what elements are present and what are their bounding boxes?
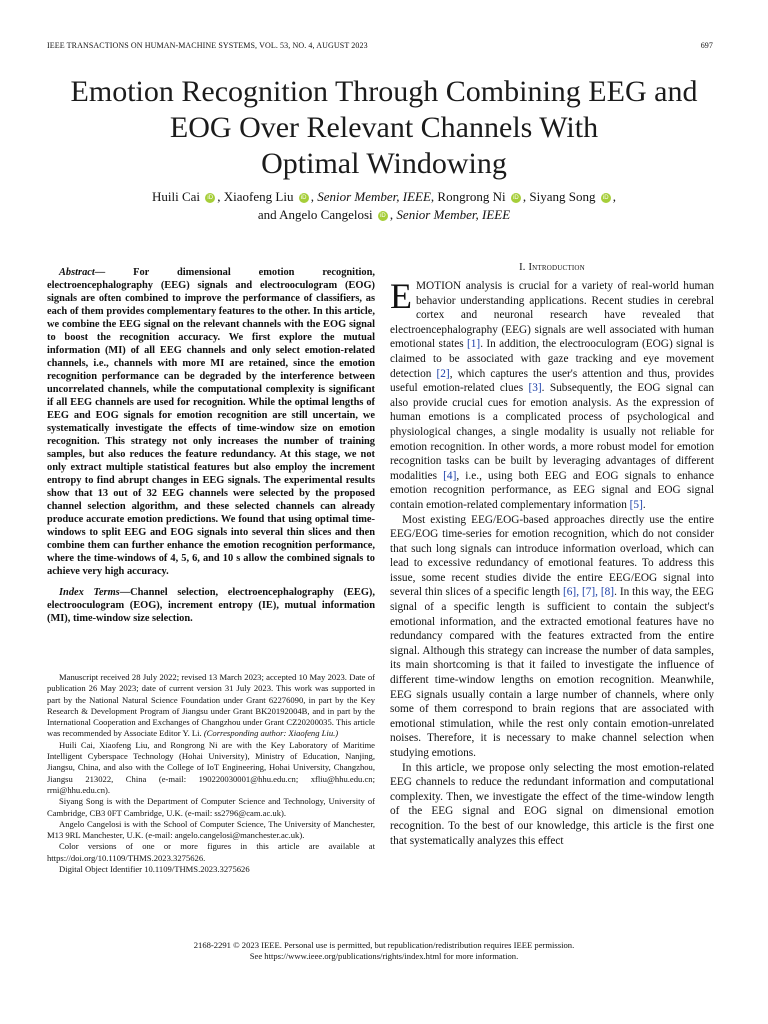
author-name: Xiaofeng Liu <box>223 189 294 204</box>
index-terms-label: Index Terms <box>59 587 120 598</box>
author-name: Siyang Song <box>529 189 596 204</box>
index-terms: Index Terms—Channel selection, electroencephalography (EEG), electrooculogram (EOG), increment entropy (IE), mutual information (MI), time-window size selection. <box>47 587 375 624</box>
page-number: 697 <box>700 41 713 50</box>
author-line-1: Huili Cai iD , Xiaofeng Liu iD , Senior Member, IEEE, Rongrong Ni iD , Siyang Song iD , <box>151 189 616 204</box>
body-text: . Subsequently, the EOG signal can also provide crucial cues for emotion analysis. As the expression of human emotions is a complicated process of psychological and physiological changes, a single modality is usually not reliable for emotion recognition. In other words, a more robust model for emotion recognition tasks can be built by leveraging advantages of different modalities <box>390 382 715 482</box>
first-page-footnotes <box>47 672 375 875</box>
body-text: . In addition, the electrooculogram (EOG) signal is claimed to be associated with gaze tracking and eye movement detection <box>390 338 714 380</box>
section-title: Introduction <box>528 262 585 273</box>
orcid-icon[interactable]: iD <box>511 193 521 203</box>
intro-paragraph-2 <box>390 513 714 761</box>
copyright-footer <box>0 940 768 962</box>
footnote-manuscript <box>47 672 375 740</box>
rights-link-line: See https://www.ieee.org/publications/rights/index.html for more information. <box>249 951 519 961</box>
abstract-label: Abstract <box>59 267 95 278</box>
author-role: Senior Member, IEEE <box>396 207 511 222</box>
body-text: Most existing EEG/EOG-based approaches directly use the entire EEG/EOG time-series for emotion recognition, which do not consider that such long signals can introduce information overload, which can lead to excessive redundancy of emotional features. To address this issue, some recent studies divide the entire EEG/EOG signal into several thin slices of a specific length <box>390 513 714 599</box>
paper-title <box>40 74 728 182</box>
title-line-1: Emotion Recognition Through Combining EEG and <box>70 75 698 108</box>
corresponding-author: (Corresponding author: Xiaofeng Liu.) <box>203 728 339 739</box>
citation-link[interactable]: [4] <box>443 469 457 482</box>
journal-name: IEEE TRANSACTIONS ON HUMAN-MACHINE SYSTEMS, VOL. 53, NO. 4, AUGUST 2023 <box>47 41 368 50</box>
body-text: , which captures the user's attention and thus, provides useful emotion-related clues <box>390 367 714 395</box>
author-name: Rongrong Ni <box>437 189 506 204</box>
footnote-text: Manuscript received 28 July 2022; revised 13 March 2023; accepted 10 May 2023. Date of publication 26 May 2023; date of current version 31 July 2023. This work was supported in part by the National Natural Science Foundation under Grant 62276090, in part by the Key Research & Development Program of Jiangsu under Grant BK20192004B, and in part by the International Cooperation and Exchanges of Changzhou under Grant CZ20200035. This article was recommended by Associate Editor Y. Li. <box>47 672 375 739</box>
citation-link[interactable]: [6], [7], [8] <box>563 586 615 599</box>
author-line-2: and Angelo Cangelosi iD , Senior Member, IEEE <box>257 207 511 222</box>
author-name: and Angelo Cangelosi <box>257 207 373 222</box>
citation-link[interactable]: [2] <box>436 367 450 380</box>
citation-link[interactable]: [3] <box>528 382 542 395</box>
author-role: Senior Member, IEEE <box>317 189 431 204</box>
footnote-color-versions: Color versions of one or more figures in this article are available at https://doi.org/10.1109/THMS.2023.3275626. <box>47 841 375 863</box>
orcid-icon[interactable]: iD <box>601 193 611 203</box>
title-line-3: Optimal Windowing <box>261 147 507 180</box>
body-text: , i.e., using both EEG and EOG signals to enhance emotion recognition performance, as EEG signal and EOG signal contain emotion-related complementary information <box>390 469 714 511</box>
title-line-2: EOG Over Relevant Channels With <box>169 111 599 144</box>
body-text: . In this way, the EEG signal of a specific length is sufficient to contain the subject's emotional information, and the extracted emotional features have no redundancy compared with the features extracted from the entire signal. Although this strategy can increase the number of data samples, its main shortcoming is that it failed to investigate the influence of different time-window lengths on emotion recognition. Meanwhile, EEG signals usually contain a large number of channels, where only some of them correspond to brain regions that are associated with emotional stimulation, while the rest only contain emotion-unrelated noises. Therefore, it is necessary to make channel selection when studying emotions. <box>390 586 714 759</box>
orcid-icon[interactable]: iD <box>299 193 309 203</box>
body-text: MOTION analysis is crucial for a variety of real-world human behavior understanding applications. Recent studies in cerebral cortex and neuronal research have revealed that electroencephalography (EEG) signals are well associated with human emotional states <box>390 280 714 351</box>
abstract-text: For dimensional emotion recognition, electroencephalography (EEG) signals and electrooculogram (EOG) signals are often combined to improve the performance of classifiers, as each of them provides complementary features to the other. In this article, we combine the EEG signal on the relevant channels with the EOG signal to boost the recognition accuracy. We first explore the mutual information (MI) of all EEG channels and only select emotion-related channels, i.e., channels with more MI are retained, since the emotion recognition performance can be degraded by the interference between uncorrelated channels, while the computational complexity is significant if all EEG channels are used for recognition. While the optimal lengths of EEG and EOG signals for emotion recognition are still uncertain, we systematically investigate the effects of time-window size on emotion recognition. This strategy not only increases the number of training samples, but also reduces the feature redundancy. At this stage, we not only extract multiple statistical features but also employ the increment entropy to find abrupt changes in EEG signals. The experimental results show that 13 out of 32 EEG channels were selected by the proposed channel selection algorithm, and these selected channels can already produce accurate emotion predictions. We found that using optimal time-windows to split EEG and EOG signals into several thin slices and then combine them can further enhance the emotion recognition performance, where the time-windows of 4, 5, 6, and 10 s allow the combined signals to achieve very high accuracy. <box>47 267 375 577</box>
section-number: I. <box>519 262 526 273</box>
intro-paragraph-1 <box>390 276 715 513</box>
body-text: . <box>642 498 646 511</box>
section-heading <box>390 262 714 273</box>
running-head <box>47 41 713 50</box>
orcid-icon[interactable]: iD <box>378 211 388 221</box>
citation-link[interactable]: [5] <box>629 498 643 511</box>
footnote-affiliation-1: Huili Cai, Xiaofeng Liu, and Rongrong Ni are with the Key Laboratory of Maritime Intelligent Cyberspace Technology (Hohai University), Ministry of Education, Nanjing, Jiangsu, China, and also with the College of IoT Engineering, Hohai University, Changzhou, Jiangsu 213022, China (e-mail: 190220030001@hhu.edu.cn; xfliu@hhu.edu.cn; rrni@hhu.edu.cn). <box>47 739 375 795</box>
author-list <box>60 188 708 224</box>
copyright-line: 2168-2291 © 2023 IEEE. Personal use is permitted, but republication/redistribution requires IEEE permission. <box>193 940 575 950</box>
orcid-icon[interactable]: iD <box>205 193 215 203</box>
citation-link[interactable]: [1] <box>467 338 481 351</box>
footnote-affiliation-3: Angelo Cangelosi is with the School of Computer Science, The University of Manchester, M13 9RL Manchester, U.K. (e-mail: angelo.cangelosi@manchester.ac.uk). <box>47 818 375 841</box>
index-terms-text: Channel selection, electroencephalography (EEG), electrooculogram (EOG), increment entropy (IE), mutual information (MI), time-window size selection. <box>47 587 375 624</box>
footnote-doi: Digital Object Identifier 10.1109/THMS.2023.3275626 <box>59 864 250 875</box>
drop-cap: E <box>390 276 412 316</box>
author-name: Huili Cai <box>151 189 201 204</box>
left-column <box>47 266 375 625</box>
intro-paragraph-3: In this article, we propose only selecting the most emotion-related EEG channels to reduce the redundant information and computational complexity. Then, we investigate the effect of the time-window length of the EEG signal and EOG signal on dimensional emotion recognition. To the best of our knowledge, this article is the first one that systematically analyzes this effect <box>390 761 714 847</box>
right-column <box>390 262 714 848</box>
abstract: Abstract— For dimensional emotion recognition, electroencephalography (EEG) signals and electrooculogram (EOG) signals are often combined to improve the performance of classifiers, as each of them provides complementary features to the other. In this article, we combine the EEG signal on the relevant channels with the EOG signal to boost the recognition accuracy. We first explore the mutual information (MI) of all EEG channels and only select emotion-related channels, i.e., channels with more MI are retained, since the emotion recognition performance can be degraded by the interference between uncorrelated channels, while the computational complexity is significant if all EEG channels are used for recognition. While the optimal lengths of EEG and EOG signals for emotion recognition are still uncertain, we systematically investigate the effects of time-window size on emotion recognition. This strategy not only increases the number of training samples, but also reduces the feature redundancy. At this stage, we not only extract multiple statistical features but also employ the increment entropy to find abrupt changes in EEG signals. The experimental results show that 13 out of 32 EEG channels were selected by the proposed channel selection algorithm, and these selected channels can already produce accurate emotion predictions. We found that using optimal time-windows to split EEG and EOG signals into several thin slices and then combine them can further enhance the emotion recognition performance, where the time-windows of 4, 5, 6, and 10 s allow the combined signals to achieve very high accuracy. <box>47 267 375 577</box>
footnote-affiliation-2: Siyang Song is with the Department of Computer Science and Technology, University of Cambridge, CB3 0FT Cambridge, U.K. (e-mail: ss2796@cam.ac.uk). <box>47 796 375 818</box>
